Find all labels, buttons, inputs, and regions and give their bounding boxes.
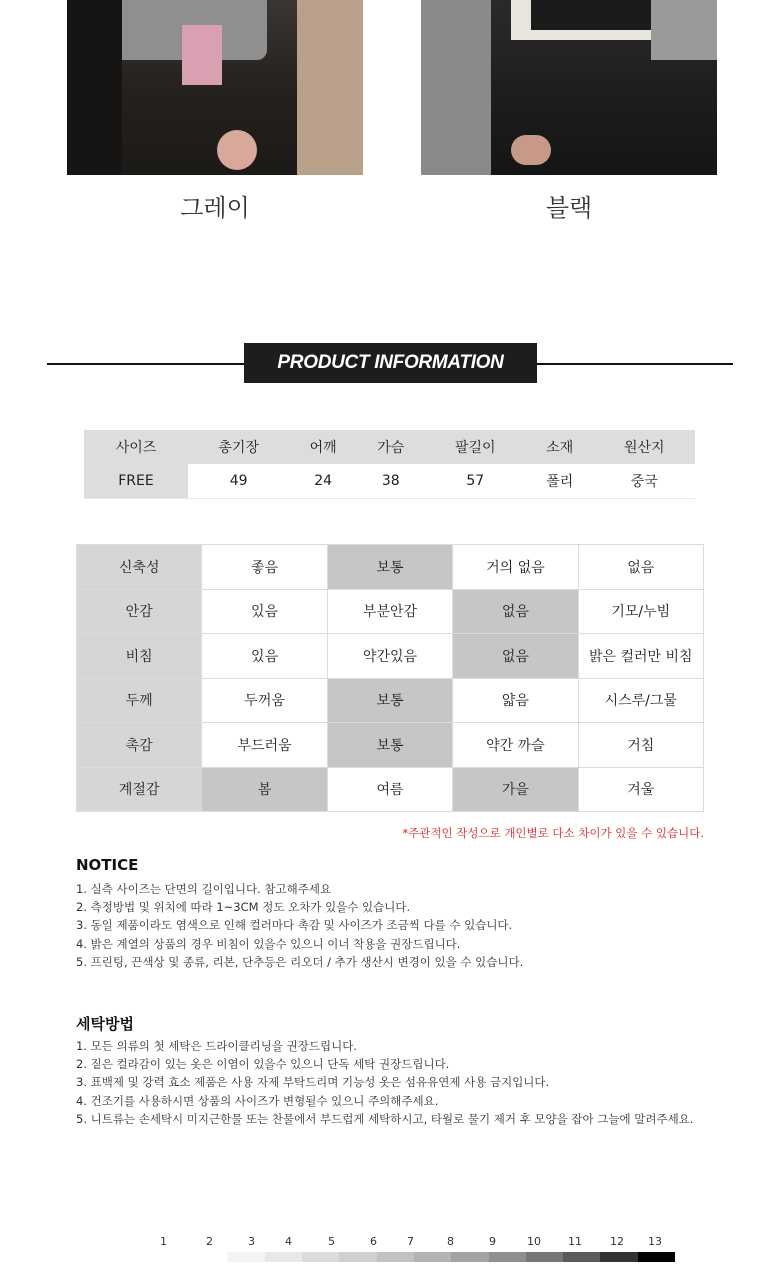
scale-swatch — [414, 1252, 451, 1262]
product-information-title: PRODUCT INFORMATION — [244, 343, 537, 383]
scale-number: 10 — [527, 1235, 541, 1248]
attribute-label: 안감 — [77, 589, 202, 634]
attribute-option: 없음 — [578, 545, 703, 590]
attribute-label: 비침 — [77, 634, 202, 679]
attribute-option-selected: 봄 — [202, 767, 327, 812]
scale-swatch — [489, 1252, 526, 1262]
scale-number: 12 — [610, 1235, 624, 1248]
size-cell: 38 — [357, 464, 425, 498]
scale-swatch — [526, 1252, 563, 1262]
notice-item: 4. 밝은 계열의 상품의 경우 비침이 있을수 있으니 이너 착용을 권장드립니다. — [76, 936, 461, 951]
scale-number: 6 — [370, 1235, 377, 1248]
attribute-option-selected: 보통 — [327, 723, 452, 768]
attribute-option-selected: 없음 — [453, 589, 578, 634]
scale-number: 5 — [328, 1235, 335, 1248]
attribute-label: 두께 — [77, 678, 202, 723]
attribute-option-selected: 보통 — [327, 678, 452, 723]
attribute-option: 밝은 컬러만 비침 — [578, 634, 703, 679]
attribute-option: 부분안감 — [327, 589, 452, 634]
scale-number: 9 — [489, 1235, 496, 1248]
size-header: 사이즈 — [84, 430, 188, 464]
color-label-black: 블랙 — [545, 194, 593, 222]
notice-item: 1. 실측 사이즈는 단면의 길이입니다. 참고해주세요 — [76, 882, 332, 896]
scale-swatch — [377, 1252, 414, 1262]
size-cell: 49 — [188, 464, 289, 498]
attribute-row-thickness — [77, 678, 704, 723]
washing-item: 1. 모든 의류의 첫 세탁은 드라이클리닝을 권장드립니다. — [76, 1039, 357, 1053]
washing-item: 3. 표백제 및 강력 효소 제품은 사용 자제 부탁드리며 기능성 옷은 섬유유연제 사용 금지입니다. — [76, 1075, 550, 1090]
attribute-option: 기모/누빔 — [578, 589, 703, 634]
washing-list — [76, 1037, 756, 1128]
attribute-option: 겨울 — [578, 767, 703, 812]
size-header: 원산지 — [594, 430, 695, 464]
attribute-label: 신축성 — [77, 545, 202, 590]
attribute-row-stretch — [77, 545, 704, 590]
attribute-option-selected: 없음 — [453, 634, 578, 679]
size-cell: 폴리 — [526, 464, 594, 498]
attribute-label: 촉감 — [77, 723, 202, 768]
size-table-row — [84, 464, 695, 498]
attribute-option: 거의 없음 — [453, 545, 578, 590]
notice-item: 3. 동일 제품이라도 염색으로 인해 컬러마다 촉감 및 사이즈가 조금씩 다를 수 있습니다. — [76, 918, 513, 933]
attribute-row-season — [77, 767, 704, 812]
attribute-option: 거침 — [578, 723, 703, 768]
attribute-option: 약간있음 — [327, 634, 452, 679]
size-cell: 24 — [289, 464, 357, 498]
washing-item: 4. 건조기를 사용하시면 상품의 사이즈가 변형될수 있으니 주의해주세요. — [76, 1093, 439, 1108]
size-cell: FREE — [84, 464, 188, 498]
size-table — [84, 430, 695, 499]
scale-number: 4 — [285, 1235, 292, 1248]
notice-title: NOTICE — [76, 856, 139, 874]
scale-swatch — [265, 1252, 302, 1262]
attribute-label: 계절감 — [77, 767, 202, 812]
size-header: 가슴 — [357, 430, 425, 464]
scale-swatch — [563, 1252, 600, 1262]
size-header: 총기장 — [188, 430, 289, 464]
size-header: 어깨 — [289, 430, 357, 464]
scale-number: 11 — [568, 1235, 582, 1248]
attribute-row-lining — [77, 589, 704, 634]
notice-item: 5. 프린팅, 끈색상 및 종류, 리본, 단추등은 리오더 / 추가 생산시 변경이 있을 수 있습니다. — [76, 954, 524, 969]
attribute-option: 있음 — [202, 589, 327, 634]
attribute-option: 시스루/그물 — [578, 678, 703, 723]
washing-item: 5. 니트류는 손세탁시 미지근한물 또는 찬물에서 부드럽게 세탁하시고, 타월로 물기 제거 후 모양을 잡아 그늘에 말려주세요. — [76, 1111, 694, 1126]
scale-swatch — [638, 1252, 675, 1262]
attribute-option-selected: 보통 — [327, 545, 452, 590]
scale-swatch — [451, 1252, 488, 1262]
notice-item: 2. 측정방법 및 위치에 따라 1~3CM 정도 오차가 있을수 있습니다. — [76, 900, 411, 915]
attribute-row-texture — [77, 723, 704, 768]
size-header: 팔길이 — [425, 430, 526, 464]
color-scale-bar — [190, 1252, 675, 1262]
scale-swatch — [190, 1252, 227, 1262]
color-label-gray: 그레이 — [180, 194, 250, 222]
attribute-option: 여름 — [327, 767, 452, 812]
color-scale-labels — [150, 1235, 680, 1251]
scale-number: 8 — [447, 1235, 454, 1248]
attribute-option: 약간 까슬 — [453, 723, 578, 768]
size-cell: 57 — [425, 464, 526, 498]
scale-swatch — [339, 1252, 376, 1262]
product-photo-gray — [67, 0, 363, 175]
size-header: 소재 — [526, 430, 594, 464]
washing-item: 2. 짙은 컬라감이 있는 옷은 이염이 있을수 있으니 단독 세탁 권장드립니다. — [76, 1057, 450, 1072]
attribute-option: 얇음 — [453, 678, 578, 723]
washing-title: 세탁방법 — [76, 1015, 134, 1033]
attribute-option: 좋음 — [202, 545, 327, 590]
scale-swatch — [227, 1252, 264, 1262]
attribute-row-sheerness — [77, 634, 704, 679]
attribute-table — [76, 544, 704, 812]
attribute-option: 있음 — [202, 634, 327, 679]
scale-number: 1 — [160, 1235, 167, 1248]
size-table-header-row — [84, 430, 695, 464]
attribute-option: 부드러움 — [202, 723, 327, 768]
scale-number: 3 — [248, 1235, 255, 1248]
size-cell: 중국 — [594, 464, 695, 498]
scale-swatch — [600, 1252, 637, 1262]
product-photo-black — [421, 0, 717, 175]
scale-number: 13 — [648, 1235, 662, 1248]
notice-list — [76, 880, 756, 971]
scale-number: 2 — [206, 1235, 213, 1248]
scale-swatch — [302, 1252, 339, 1262]
attribute-option: 두꺼움 — [202, 678, 327, 723]
attribute-option-selected: 가을 — [453, 767, 578, 812]
scale-number: 7 — [407, 1235, 414, 1248]
subjective-note: *주관적인 작성으로 개인별로 다소 차이가 있을 수 있습니다. — [402, 826, 704, 840]
